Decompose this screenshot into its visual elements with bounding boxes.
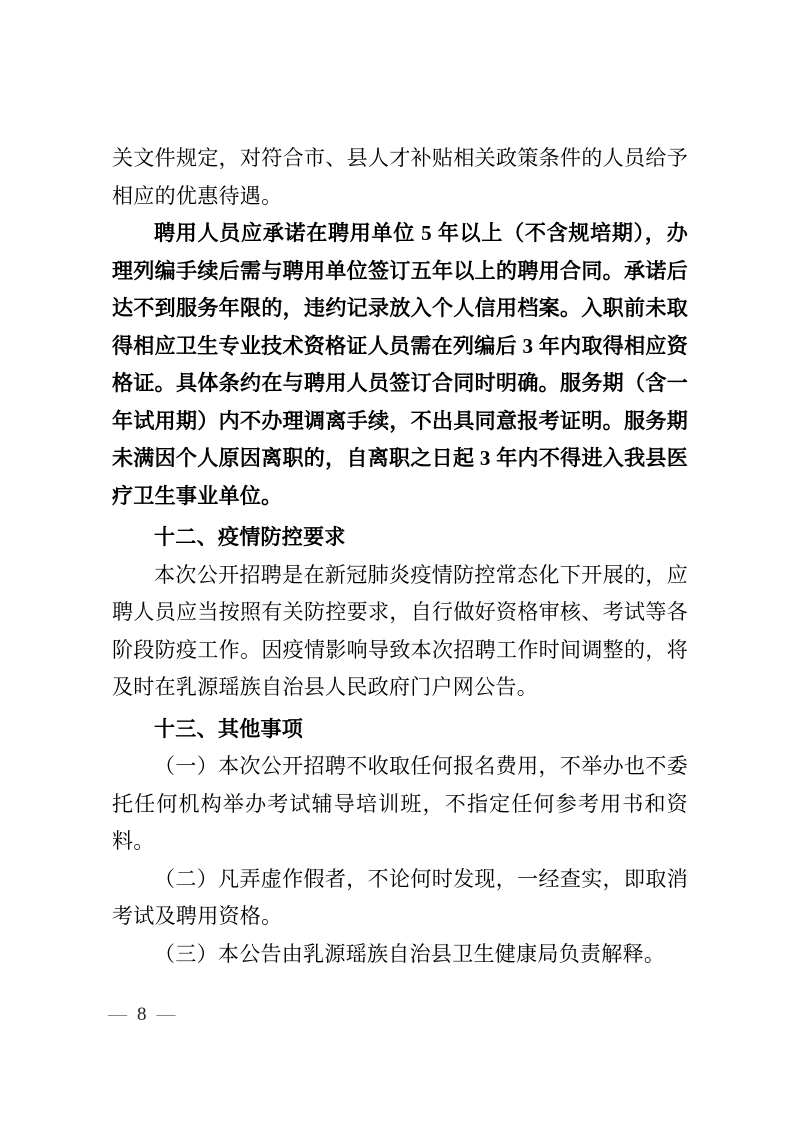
paragraph-epidemic-prevention: 本次公开招聘是在新冠肺炎疫情防控常态化下开展的，应聘人员应当按照有关防控要求，自行做好资格审核、考试等各阶段防疫工作。因疫情影响导致本次招聘工作时间调整的，将及时在乳源瑶族自治县人民政府门户网公告。 <box>112 562 688 699</box>
footer-dash-left: — <box>108 1004 127 1025</box>
document-body <box>112 140 688 973</box>
page-number: 8 <box>137 1004 147 1025</box>
section-heading-epidemic-prevention: 十二、疫情防控要求 <box>154 526 346 549</box>
paragraph-other-matters-item-2: （二）凡弄虚作假者，不论何时发现，一经查实，即取消考试及聘用资格。 <box>112 866 688 928</box>
section-heading-other-matters: 十三、其他事项 <box>154 717 304 741</box>
paragraph-other-matters-item-1: （一）本次公开招聘不收取任何报名费用，不举办也不委托任何机构举办考试辅导培训班，不指定任何参考用书和资料。 <box>112 754 688 853</box>
footer-dash-right: — <box>156 1004 176 1025</box>
paragraph-other-matters-item-3: （三）本公告由乳源瑶族自治县卫生健康局负责解释。 <box>154 941 666 966</box>
paragraph-employment-commitment: 聘用人员应承诺在聘用单位 5 年以上（不含规培期），办理列编手续后需与聘用单位签订五年以上的聘用合同。承诺后达不到服务年限的，违约记录放入个人信用档案。入职前未取得相应卫生专业技术资格证人员需在列编后 3 年内取得相应资格证。具体条约在与聘用人员签订合同时明确。服务期（含一年试用期）内不办理调离手续，不出具同意报考证明。服务期未满因个人原因离职的，自离职之日起 3 年内不得进入我县医疗卫生事业单位。 <box>112 221 688 508</box>
page-footer <box>108 1002 176 1028</box>
paragraph-continuation: 关文件规定，对符合市、县人才补贴相关政策条件的人员给予相应的优惠待遇。 <box>112 146 688 208</box>
